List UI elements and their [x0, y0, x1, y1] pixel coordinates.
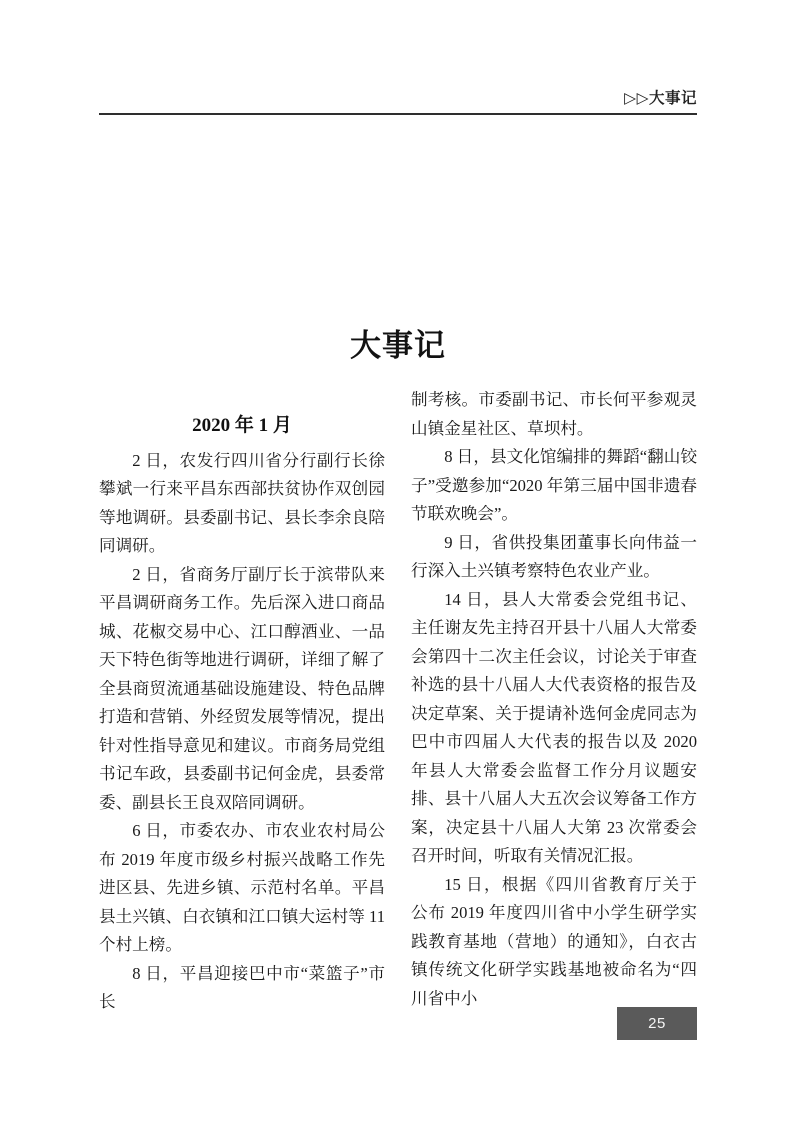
paragraph-entry-jan14: 14 日，县人大常委会党组书记、主任谢友先主持召开县十八届人大常委会第四十二次主任会议，讨论关于审查补选的县十八届人大代表资格的报告及决定草案、关于提请补选何金虎同志为巴中市四届人大代表的报告以及 2020 年县人大常委会监督工作分月议题安排、县十八届人大五次会议筹备工作方案，决定县十八届人大第 23 次常委会召开时间，听取有关情况汇报。: [411, 589, 697, 865]
paragraph-entry-jan8-start: 8 日，平昌迎接巴中市“菜篮子”市长: [99, 963, 385, 1012]
left-column: [99, 386, 385, 1017]
text-columns: [99, 386, 697, 1017]
paragraph-entry-jan2-commerce: 2 日，省商务厅副厅长于滨带队来平昌调研商务工作。先后深入进口商品城、花椒交易中心、江口醇酒业、一品天下特色街等地进行调研，详细了解了全县商贸流通基础设施建设、特色品牌打造和营销、外经贸发展等情况，提出针对性指导意见和建议。市商务局党组书记车政，县委副书记何金虎，县委常委、副县长王良双陪同调研。: [99, 564, 385, 812]
header-divider-rule: [99, 113, 697, 115]
page-number-value: 25: [648, 1015, 666, 1032]
paragraph-entry-jan9: 9 日，省供投集团董事长向伟益一行深入土兴镇考察特色农业产业。: [411, 532, 697, 580]
paragraph-entry-jan6: 6 日，市委农办、市农业农村局公布 2019 年度市级乡村振兴战略工作先进区县、先进乡镇、示范村名单。平昌县土兴镇、白衣镇和江口镇大运村等 11 个村上榜。: [99, 821, 385, 955]
paragraph-entry-jan8-dance: 8 日，县文化馆编排的舞蹈“翻山铰子”受邀参加“2020 年第三届中国非遗春节联欢晚会”。: [411, 447, 697, 523]
paragraph-entry-jan8-continued: 制考核。市委副书记、市长何平参观灵山镇金星社区、草坝村。: [411, 390, 697, 438]
running-header-label: ▷▷大事记: [624, 90, 697, 107]
month-heading: 2020 年 1 月: [192, 415, 292, 436]
page-title: 大事记: [350, 328, 446, 363]
paragraph-entry-jan2-bank: 2 日，农发行四川省分行副行长徐攀斌一行来平昌东西部扶贫协作双创园等地调研。县委副书记、县长李余良陪同调研。: [99, 450, 385, 556]
right-column: [411, 386, 697, 1017]
page-number-badge: [617, 1007, 697, 1040]
paragraph-entry-jan15: 15 日，根据《四川省教育厅关于公布 2019 年度四川省中小学生研学实践教育基地（营地）的通知》，白衣古镇传统文化研学实践基地被命名为“四川省中小: [411, 874, 697, 1008]
